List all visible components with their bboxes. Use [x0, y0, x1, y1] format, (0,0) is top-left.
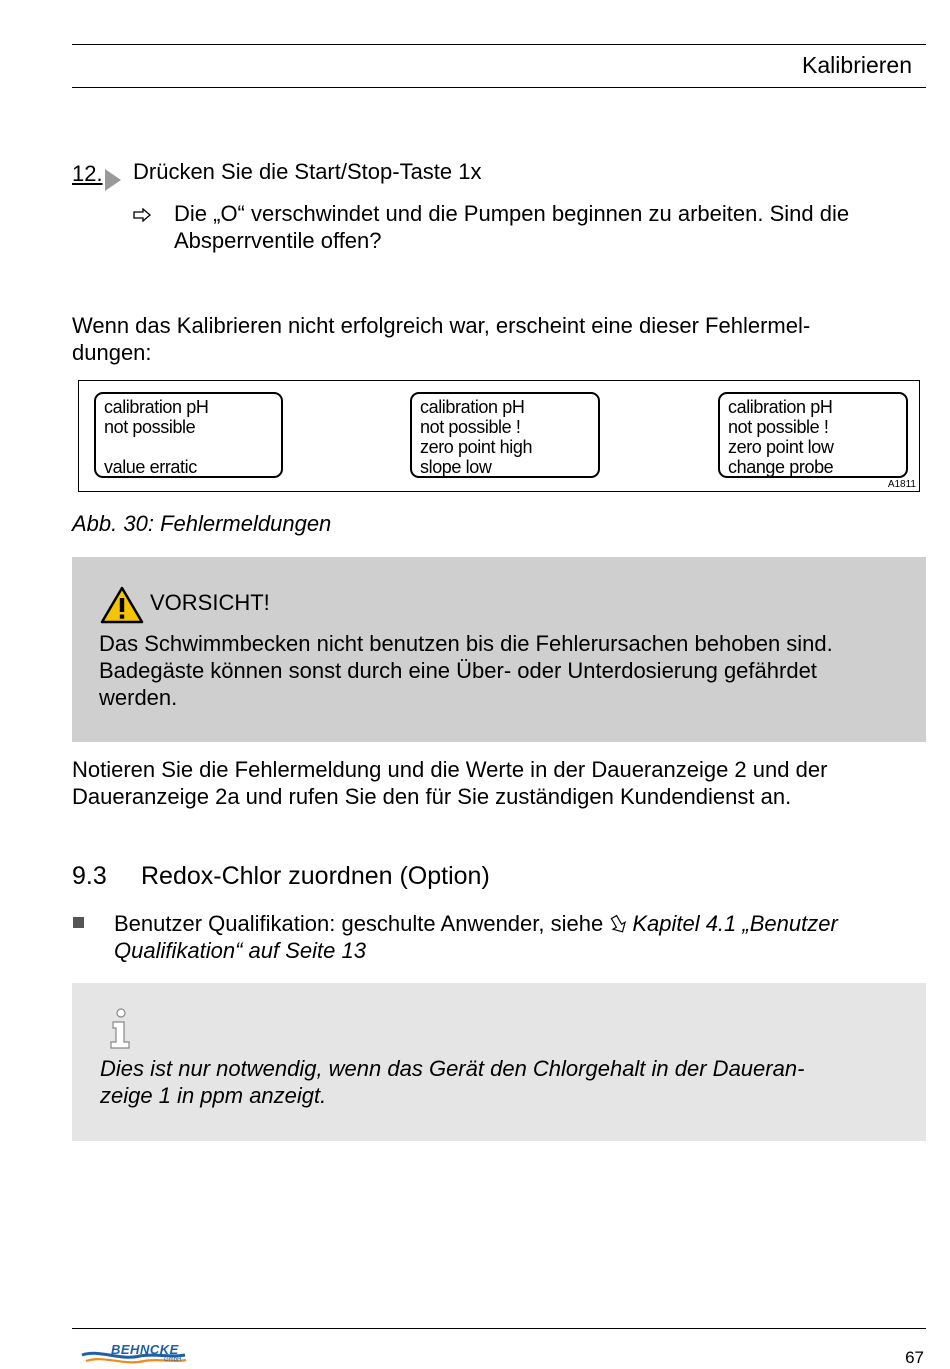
result-arrow-icon [133, 208, 151, 222]
lcd-line: zero point low [728, 437, 834, 457]
qualification-label: Benutzer Qualifikation: [114, 911, 336, 936]
lcd-display-2 [410, 392, 600, 478]
header-title: Kalibrieren [802, 52, 912, 78]
step-result-line1: Die „O“ verschwindet und die Pumpen beginnen zu arbeiten. Sind die [174, 201, 850, 226]
qualification-text: geschulte Anwender, siehe [335, 911, 610, 936]
qualification-item [114, 910, 924, 964]
lcd-line: calibration pH [104, 397, 209, 417]
section-number: 9.3 [72, 862, 107, 890]
info-box [72, 983, 926, 1141]
info-line1: Dies ist nur notwendig, wenn das Gerät den Chlorgehalt in der Daueran- [100, 1056, 805, 1081]
lcd-line [104, 437, 281, 457]
header-top-rule [72, 44, 926, 45]
figure-caption: Abb. 30: Fehlermeldungen [72, 511, 332, 536]
lcd-display-3 [718, 392, 908, 478]
info-icon [107, 1008, 133, 1050]
qualification-link-cont[interactable]: Qualifikation“ auf Seite 13 [114, 938, 366, 963]
lcd-line: not possible ! [728, 417, 829, 437]
error-intro-line1: Wenn das Kalibrieren nicht erfolgreich war, erscheint eine dieser Fehlermel- [72, 313, 811, 338]
lcd-line: slope low [420, 457, 492, 477]
logo-text: BEHNCKE [111, 1342, 179, 1357]
error-intro-line2: dungen: [72, 340, 152, 365]
lcd-line: change probe [728, 457, 834, 477]
caution-line3: werden. [99, 685, 178, 710]
lcd-line: zero point high [420, 437, 533, 457]
step-number: 12. [72, 161, 103, 186]
step-arrow-icon [105, 169, 121, 191]
lcd-line: not possible ! [420, 417, 521, 437]
error-messages-figure [78, 380, 920, 492]
step-result [174, 200, 919, 254]
header-bottom-rule [72, 87, 926, 88]
caution-box [72, 557, 926, 742]
figure-id: A1811 [887, 479, 916, 490]
step-text: Drücken Sie die Start/Stop-Taste 1x [133, 159, 482, 184]
error-intro-paragraph [72, 312, 902, 366]
footer-rule [72, 1328, 926, 1329]
info-text [100, 1055, 900, 1109]
step-result-line2: Absperrventile offen? [174, 228, 382, 253]
notice-line1: Notieren Sie die Fehlermeldung und die Werte in der Daueranzeige 2 und der [72, 757, 828, 782]
lcd-display-1 [94, 392, 283, 478]
caution-line2: Badegäste können sonst durch eine Über- oder Unterdosierung gefährdet [99, 658, 817, 683]
cross-reference-icon [609, 914, 629, 934]
caution-text [99, 630, 919, 711]
logo-subtext: GmbH [164, 1357, 182, 1363]
bullet-square-icon [73, 917, 84, 928]
company-logo [80, 1341, 190, 1367]
caution-line1: Das Schwimmbecken nicht benutzen bis die Fehlerursachen behoben sind. [99, 631, 833, 656]
page-number: 67 [905, 1348, 924, 1367]
caution-title: VORSICHT! [150, 590, 270, 615]
info-line2: zeige 1 in ppm anzeigt. [100, 1083, 327, 1108]
lcd-line: value erratic [104, 457, 197, 477]
notice-line2: Daueranzeige 2a und rufen Sie den für Sie zuständigen Kundendienst an. [72, 784, 792, 809]
notice-paragraph [72, 756, 902, 810]
lcd-line: calibration pH [420, 397, 525, 417]
warning-triangle-icon [100, 586, 144, 624]
section-title: Redox-Chlor zuordnen (Option) [141, 862, 490, 890]
qualification-link[interactable]: Kapitel 4.1 „Benutzer [632, 911, 838, 936]
lcd-line: calibration pH [728, 397, 833, 417]
lcd-line: not possible [104, 417, 196, 437]
